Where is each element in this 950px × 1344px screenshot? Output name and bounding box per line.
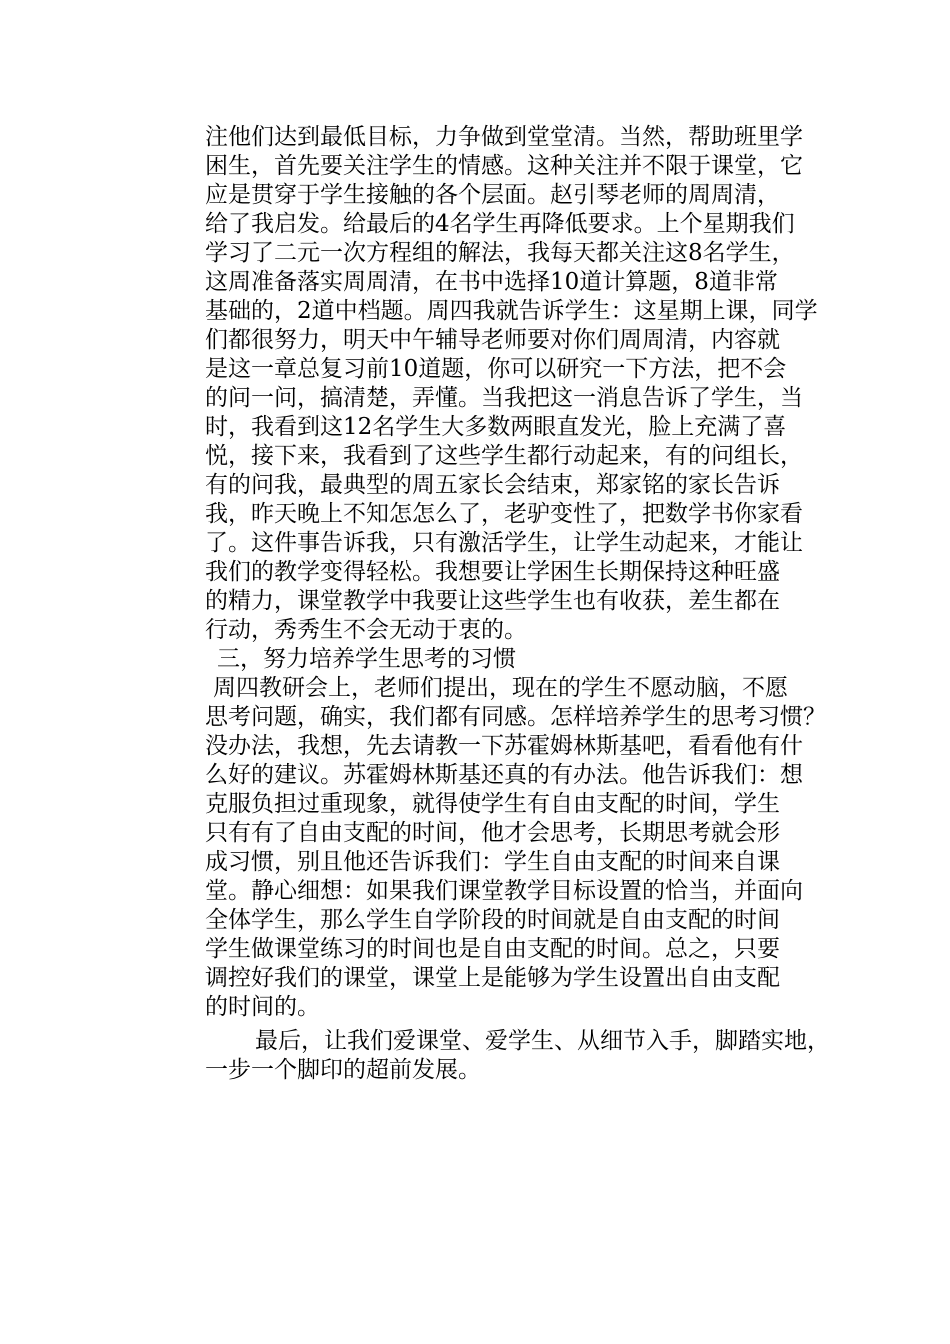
- text-line: 调控好我们的课堂，课堂上是能够为学生设置出自由支配: [205, 965, 780, 991]
- text-line: 应是贯穿于学生接触的各个层面。赵引琴老师的周周清，: [205, 182, 780, 208]
- text-line: 堂。静心细想：如果我们课堂教学目标设置的恰当，并面向: [205, 878, 803, 904]
- text-line: 困生，首先要关注学生的情感。这种关注并不限于课堂，它: [205, 153, 803, 179]
- text-line: 思考问题，确实，我们都有同感。怎样培养学生的思考习惯？: [205, 704, 826, 730]
- text-line: 学习了二元一次方程组的解法，我每天都关注这8名学生，: [205, 240, 795, 266]
- text-line: 么好的建议。苏霍姆林斯基还真的有办法。他告诉我们：想: [205, 762, 803, 788]
- text-line: 是这一章总复习前10道题，你可以研究一下方法，把不会: [205, 356, 787, 382]
- text-line: 学生做课堂练习的时间也是自由支配的时间。总之，只要: [205, 936, 780, 962]
- text-line: 的时间的。: [205, 994, 320, 1020]
- text-line: 有的问我，最典型的周五家长会结束，郑家铭的家长告诉: [205, 472, 780, 498]
- text-line: 们都很努力，明天中午辅导老师要对你们周周清，内容就: [205, 327, 780, 353]
- document-body: [205, 123, 830, 1085]
- text-line: 全体学生，那么学生自学阶段的时间就是自由支配的时间: [205, 907, 780, 933]
- text-line: 成习惯，别且他还告诉我们：学生自由支配的时间来自课: [205, 849, 780, 875]
- text-line: 的问一问，搞清楚，弄懂。当我把这一消息告诉了学生，当: [205, 385, 803, 411]
- text-line: 时，我看到这12名学生大多数两眼直发光，脸上充满了喜: [205, 414, 787, 440]
- text-line: 最后，让我们爱课堂、爱学生、从细节入手，脚踏实地，: [255, 1028, 830, 1054]
- section-heading: 三，努力培养学生思考的习惯: [217, 646, 516, 672]
- text-line: 这周准备落实周周清，在书中选择10道计算题，8道非常: [205, 269, 778, 295]
- text-line: 我们的教学变得轻松。我想要让学困生长期保持这种旺盛: [205, 559, 780, 585]
- text-line: 周四教研会上，老师们提出，现在的学生不愿动脑，不愿: [213, 675, 788, 701]
- text-line: 一步一个脚印的超前发展。: [205, 1057, 481, 1083]
- text-line: 了。这件事告诉我，只有激活学生，让学生动起来，才能让: [205, 530, 803, 556]
- text-line: 克服负担过重现象，就得使学生有自由支配的时间，学生: [205, 791, 780, 817]
- text-line: 只有有了自由支配的时间，他才会思考，长期思考就会形: [205, 820, 780, 846]
- text-line: 我，昨天晚上不知怎怎么了，老驴变性了，把数学书你家看: [205, 501, 803, 527]
- text-line: 注他们达到最低目标，力争做到堂堂清。当然，帮助班里学: [205, 124, 803, 150]
- text-line: 基础的，2道中档题。周四我就告诉学生：这星期上课，同学: [205, 298, 818, 324]
- paragraph-2: [205, 674, 825, 1022]
- paragraph-3: [205, 1027, 830, 1085]
- text-line: 悦，接下来，我看到了这些学生都行动起来，有的问组长，: [205, 443, 803, 469]
- text-line: 给了我启发。给最后的4名学生再降低要求。上个星期我们: [205, 211, 795, 237]
- paragraph-1: [205, 123, 825, 645]
- text-line: 行动，秀秀生不会无动于衷的。: [205, 617, 527, 643]
- text-line: 没办法，我想，先去请教一下苏霍姆林斯基吧，看看他有什: [205, 733, 803, 759]
- text-line: 的精力，课堂教学中我要让这些学生也有收获，差生都在: [205, 588, 780, 614]
